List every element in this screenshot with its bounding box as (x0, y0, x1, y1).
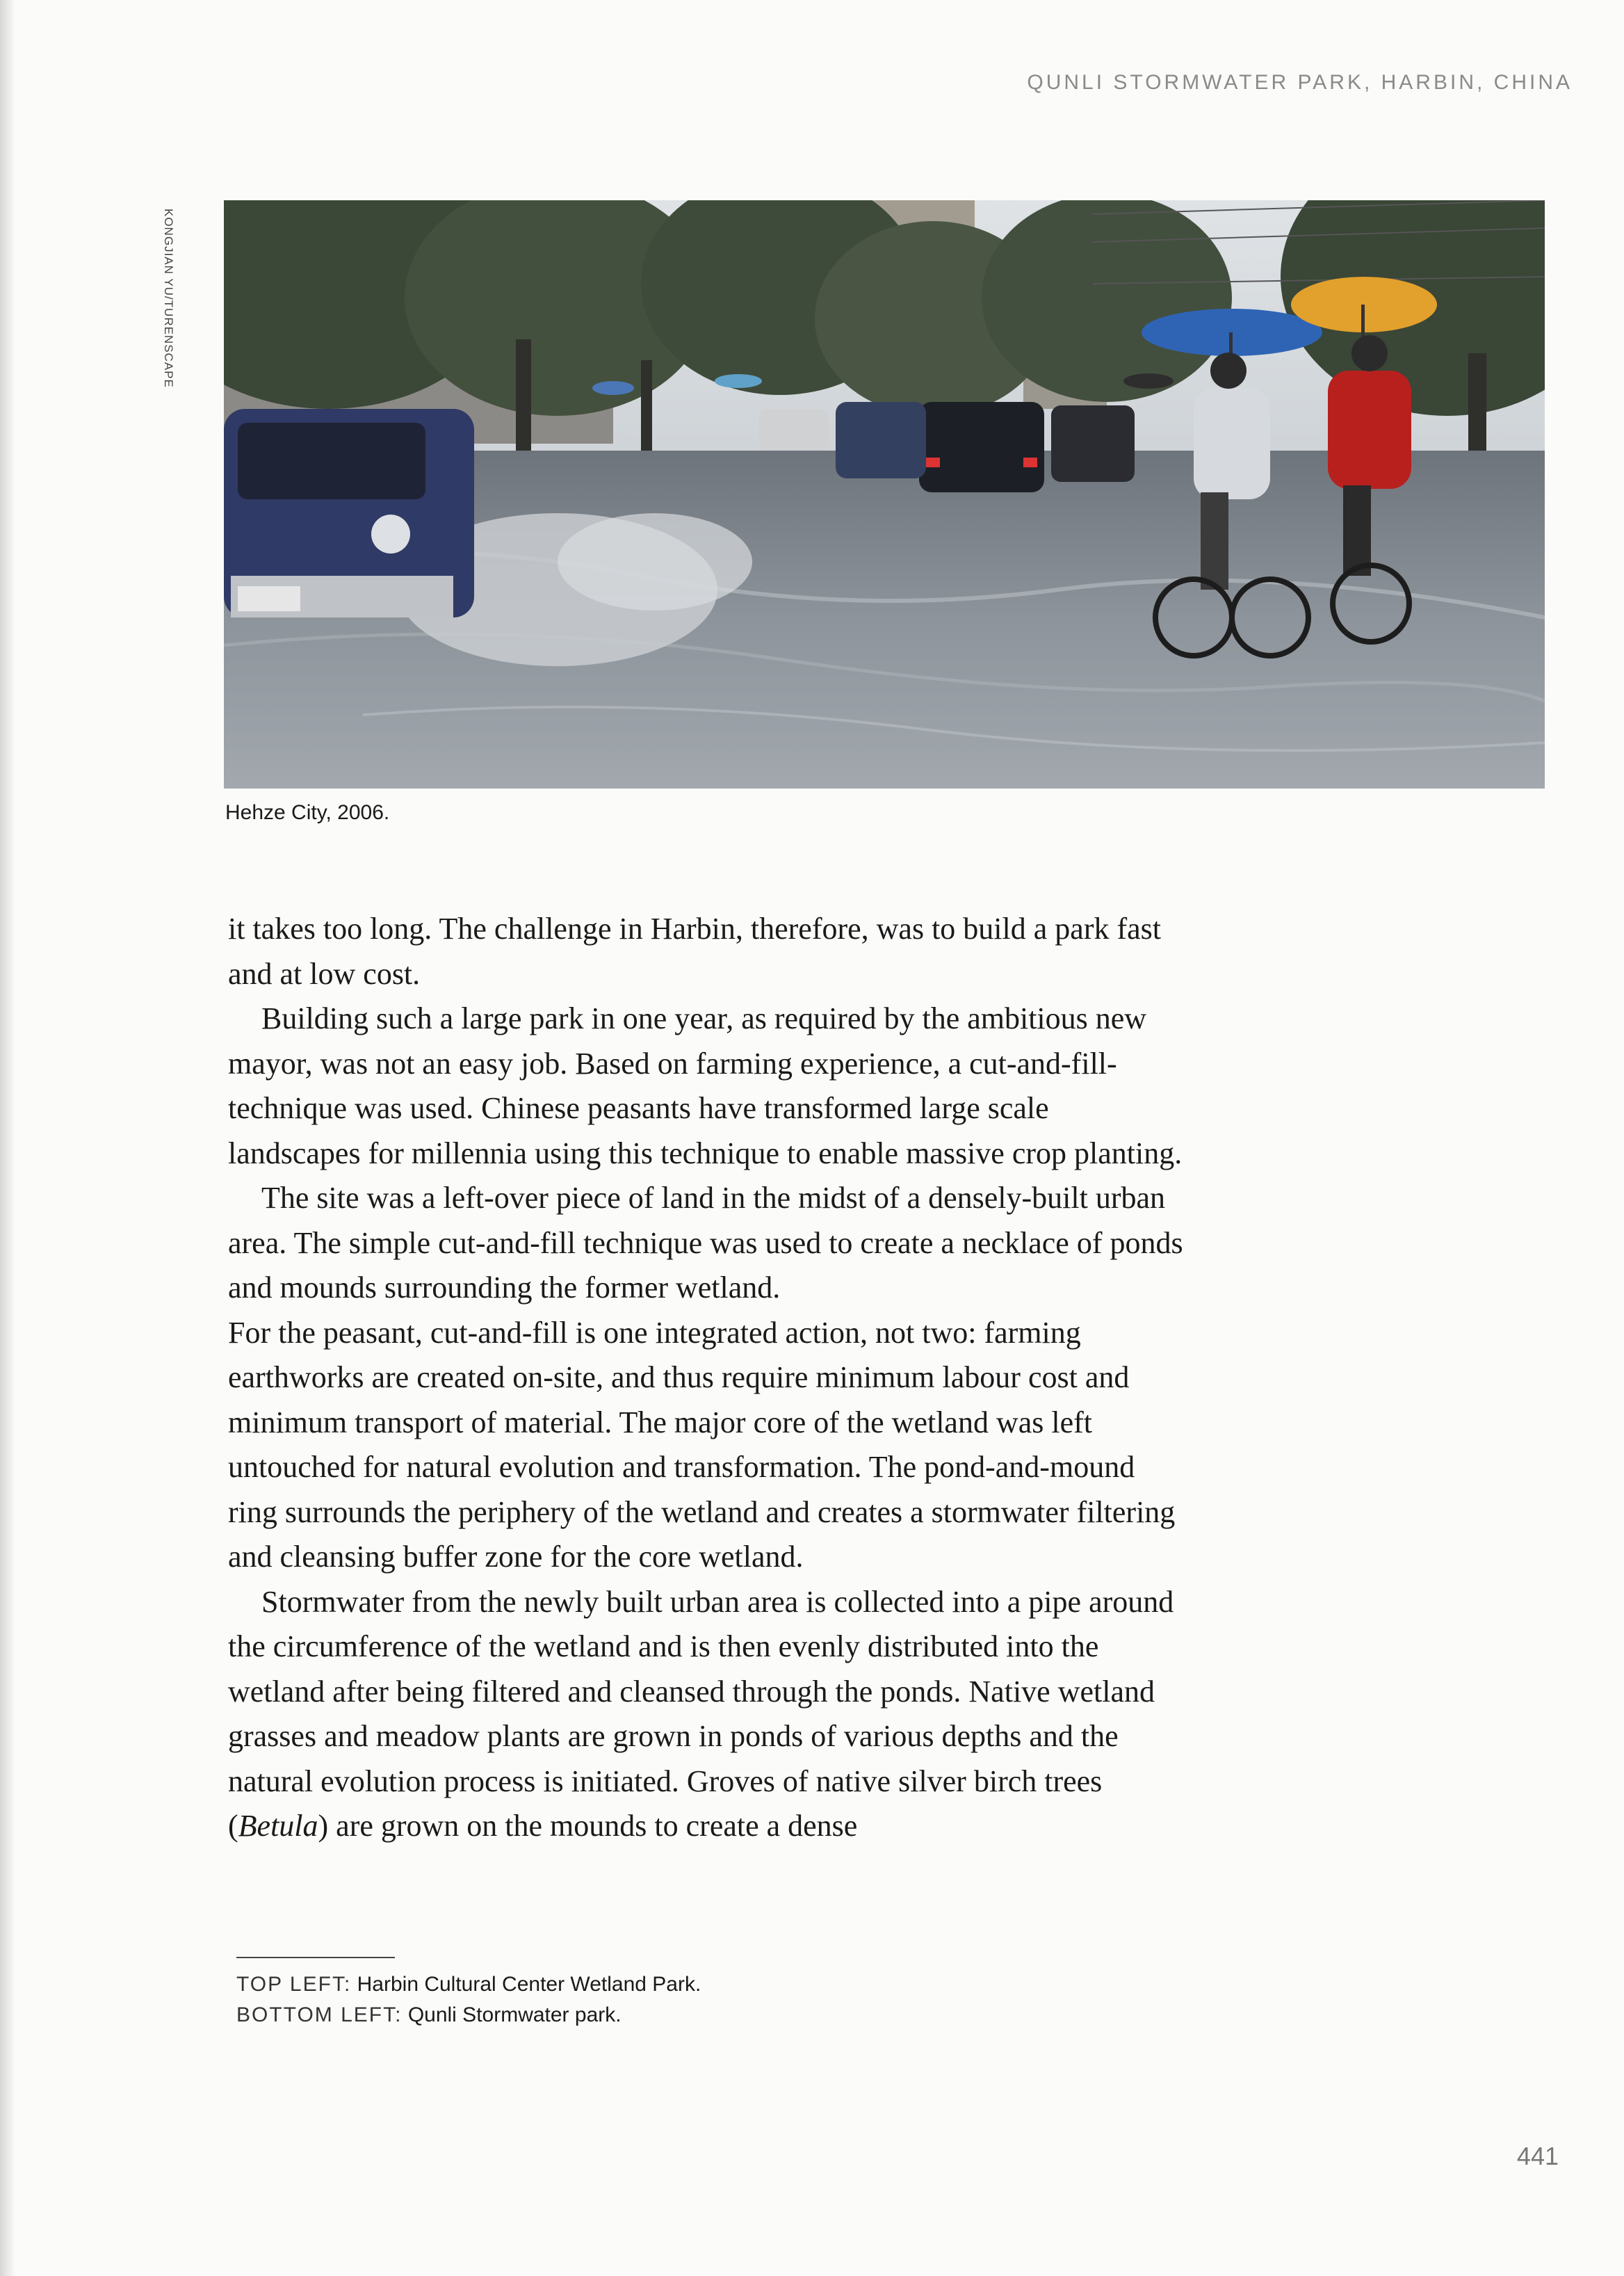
paragraph-2: Building such a large park in one year, as required by the ambitious new mayor, was not an easy job. Based on farming experience, a cut-and-fill-technique was used. Chinese peasants have transformed large scale landscapes for millennia using this technique to enable massive crop planting. (228, 1001, 1183, 1170)
footnote-top-left (236, 1969, 701, 2000)
paragraph-3: The site was a left-over piece of land in the midst of a densely-built urban area. The simple cut-and-fill technique was used to create a necklace of ponds and mounds surrounding the former wetland. (228, 1181, 1183, 1305)
footnote-label: BOTTOM LEFT: (236, 2003, 403, 2026)
photo-credit: KONGJIAN YU/TURENSCAPE (162, 209, 175, 388)
species-name: Betula (238, 1809, 318, 1843)
footnote-text: Harbin Cultural Center Wetland Park. (357, 1973, 701, 1996)
paragraph-1: it takes too long. The challenge in Harbin, therefore, was to build a park fast and at low cost. (228, 912, 1161, 991)
footnotes (236, 1969, 701, 2031)
footnote-text: Qunli Stormwater park. (407, 2003, 622, 2026)
photo-caption: Hehze City, 2006. (225, 801, 390, 824)
footnote-label: TOP LEFT: (236, 1973, 352, 1996)
footnote-bottom-left (236, 2000, 701, 2031)
page-gutter-shadow (0, 0, 15, 2276)
body-text (228, 907, 1187, 1849)
paragraph-5 (228, 1580, 1187, 1849)
flooded-street-photo (224, 200, 1545, 789)
page-number: 441 (1516, 2142, 1559, 2170)
footnote-rule (236, 1957, 395, 1958)
paragraph-4: For the peasant, cut-and-fill is one integrated action, not two: farming earthworks are created on-site, and thus require minimum labour cost and minimum transport of material. The major core of the wetland was left untouched for natural evolution and transformation. The pond-and-mound ring surrounds the periphery of the wetland and creates a stormwater filtering and cleansing buffer zone for the core wetland. (228, 1315, 1176, 1574)
paragraph-5-tail: ) are grown on the mounds to create a dense (318, 1809, 858, 1843)
running-head: QUNLI STORMWATER PARK, HARBIN, CHINA (1027, 71, 1573, 94)
paragraph-5-text: Stormwater from the newly built urban area is collected into a pipe around the circumference of the wetland and is then evenly distributed into the wetland after being filtered and cleansed through the ponds. Native wetland grasses and meadow plants are grown in ponds of various depths and the natural evolution process is initiated. Groves of native silver birch trees ( (228, 1584, 1174, 1843)
flooded-street-illustration (224, 200, 1545, 789)
